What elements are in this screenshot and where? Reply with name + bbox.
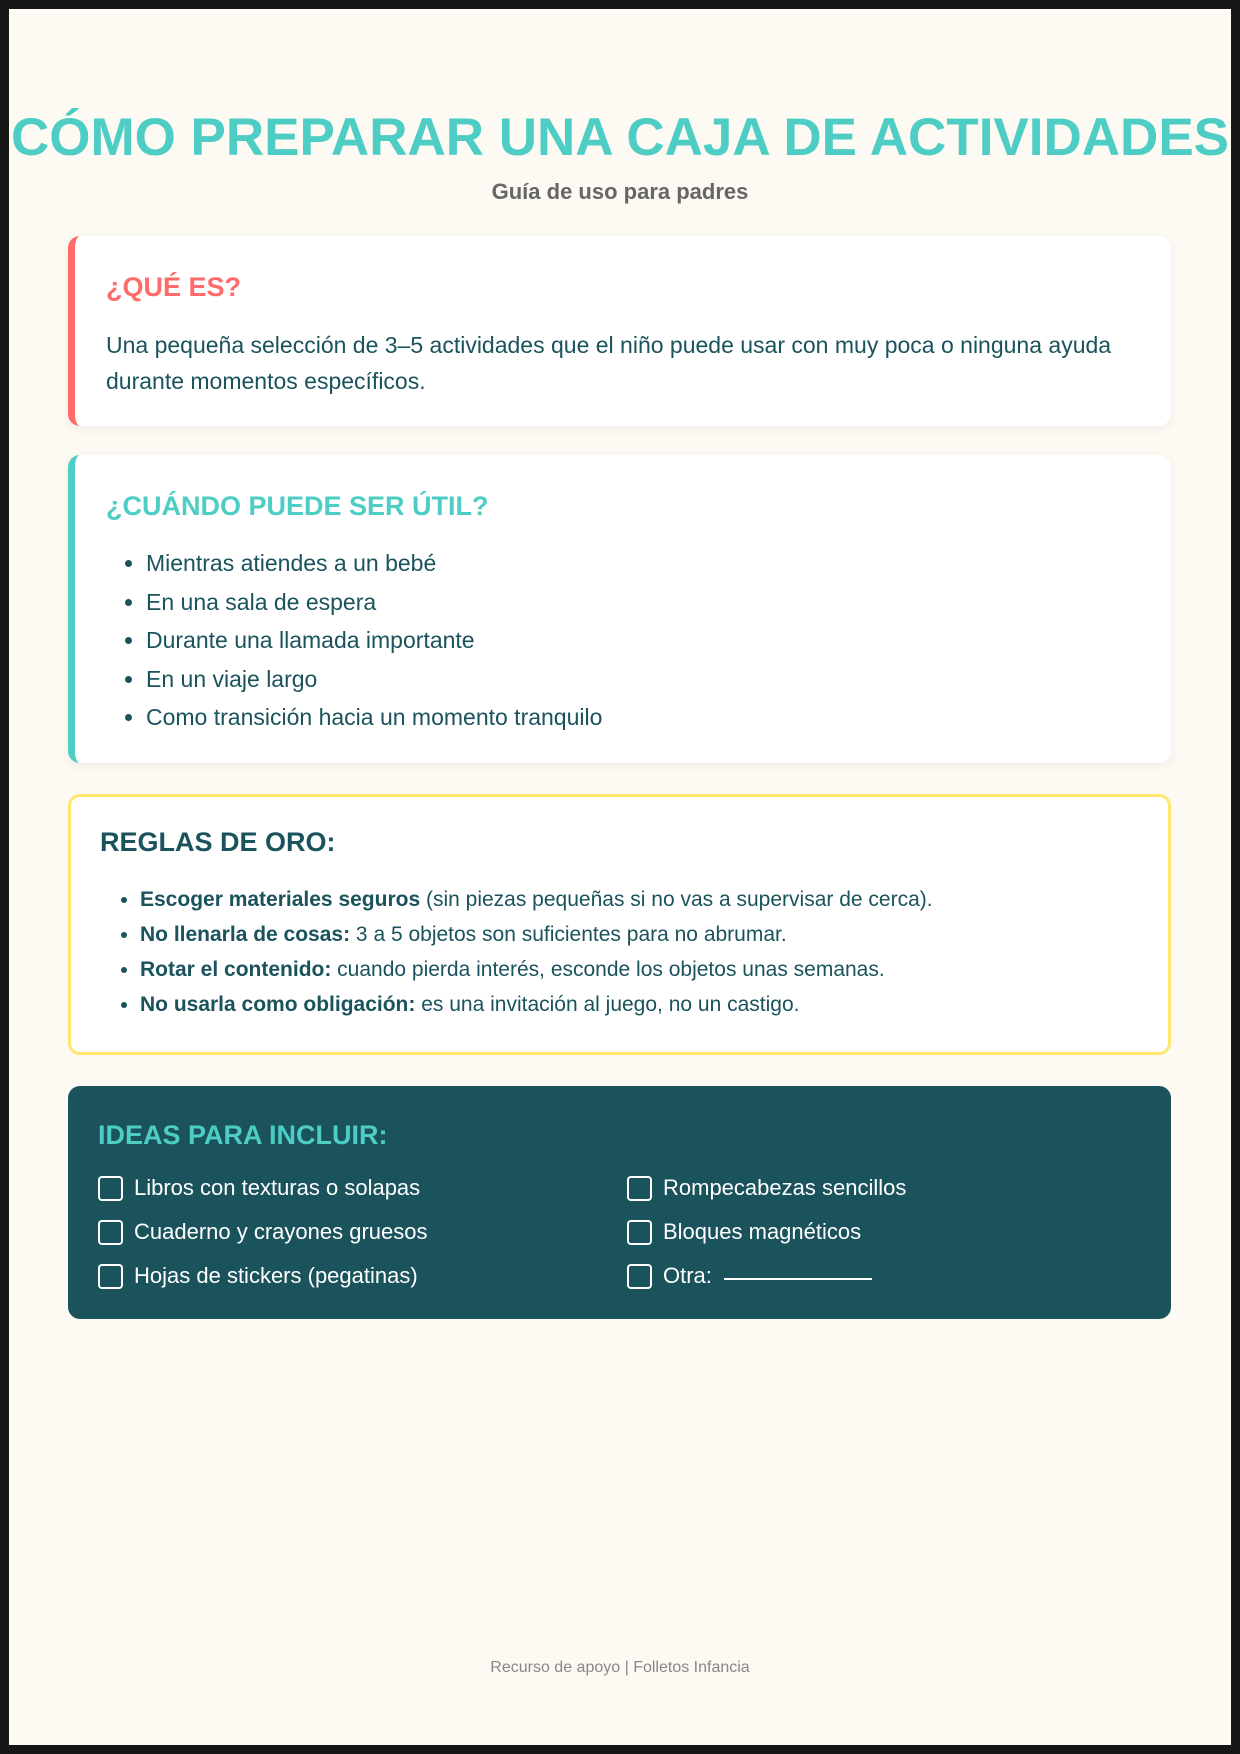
page — [9, 9, 1231, 1745]
list-item — [140, 917, 1138, 952]
idea-item[interactable] — [98, 1173, 627, 1203]
list-item: • En una sala de espera — [146, 583, 1131, 622]
checkbox[interactable] — [98, 1264, 123, 1289]
idea-label: Rompecabezas sencillos — [663, 1175, 907, 1200]
rule-text: es una invitación al juego, no un castigo. — [415, 993, 800, 1016]
rule-bold: No llenarla de cosas: — [140, 923, 351, 946]
idea-item-other[interactable] — [627, 1261, 1107, 1291]
idea-item[interactable] — [627, 1217, 1107, 1247]
list-item — [140, 987, 1138, 1022]
footer-text: Recurso de apoyo | Folletos Infancia — [490, 1659, 750, 1676]
rule-bold: Rotar el contenido: — [140, 958, 332, 981]
idea-label: Otra: — [663, 1263, 712, 1288]
rule-text: cuando pierda interés, esconde los objetos unas semanas. — [331, 958, 885, 981]
idea-item[interactable] — [98, 1217, 627, 1247]
ideas-card — [68, 1086, 1171, 1319]
idea-item[interactable] — [98, 1261, 627, 1291]
ideas-heading: IDEAS PARA INCLUIR: — [98, 1120, 388, 1150]
page-subtitle: Guía de uso para padres — [491, 179, 749, 204]
golden-rules-heading: REGLAS DE ORO: — [100, 827, 336, 857]
idea-label: Bloques magnéticos — [663, 1219, 862, 1244]
ideas-checklist — [98, 1173, 1141, 1291]
checkbox[interactable] — [627, 1176, 652, 1201]
list-item: • Mientras atiendes a un bebé — [146, 544, 1131, 583]
checkbox[interactable] — [98, 1176, 123, 1201]
golden-rules-list — [100, 882, 1138, 1022]
what-is-heading: ¿QUÉ ES? — [106, 272, 242, 302]
checkbox[interactable] — [627, 1264, 652, 1289]
when-useful-heading: ¿CUÁNDO PUEDE SER ÚTIL? — [106, 491, 489, 521]
golden-rules-card — [68, 794, 1171, 1055]
idea-item[interactable] — [627, 1173, 1107, 1203]
idea-label: Cuaderno y crayones gruesos — [134, 1219, 428, 1244]
page-title: CÓMO PREPARAR UNA CAJA DE ACTIVIDADES — [10, 108, 1230, 167]
rule-bold: Escoger materiales seguros — [140, 888, 421, 911]
list-item: • Como transición hacia un momento tranquilo — [146, 698, 1131, 737]
list-item: • Durante una llamada importante — [146, 621, 1131, 660]
what-is-card — [68, 236, 1171, 426]
list-item — [140, 882, 1138, 917]
what-is-text: Una pequeña selección de 3–5 actividades que el niño puede usar con muy poca o ninguna ayuda durante momentos específicos. — [106, 332, 1112, 394]
list-item — [140, 952, 1138, 987]
list-item: • En un viaje largo — [146, 660, 1131, 699]
rule-text: (sin piezas pequeñas si no vas a supervisar de cerca). — [420, 888, 933, 911]
checkbox[interactable] — [627, 1220, 652, 1245]
when-useful-list — [106, 544, 1131, 737]
idea-label: Hojas de stickers (pegatinas) — [134, 1263, 418, 1288]
idea-label: Libros con texturas o solapas — [134, 1175, 421, 1200]
checkbox[interactable] — [98, 1220, 123, 1245]
fill-in-line[interactable] — [724, 1278, 872, 1280]
rule-bold: No usarla como obligación: — [140, 993, 416, 1016]
rule-text: 3 a 5 objetos son suficientes para no abrumar. — [350, 923, 787, 946]
when-useful-card — [68, 455, 1171, 763]
